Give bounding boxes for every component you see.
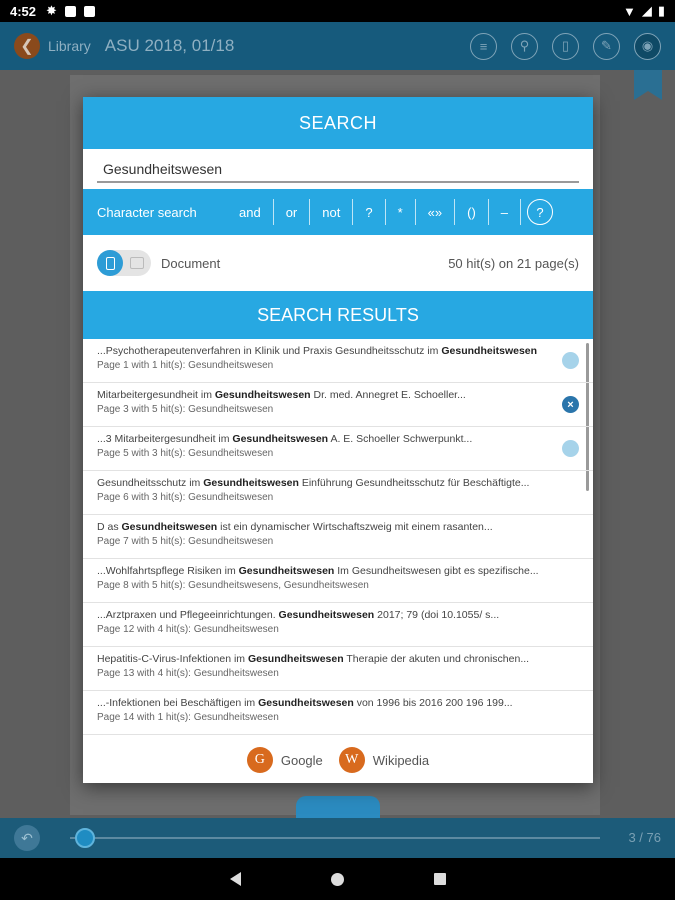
chevron-left-icon: ❮ bbox=[20, 38, 34, 55]
search-result-row[interactable] bbox=[83, 515, 593, 559]
search-result-row[interactable] bbox=[83, 471, 593, 515]
notification-icon bbox=[65, 6, 76, 17]
result-highlight: Gesundheitswesen bbox=[258, 697, 354, 709]
operator-wildcard[interactable]: * bbox=[386, 199, 416, 225]
battery-icon: ▮ bbox=[657, 3, 665, 18]
status-bar bbox=[0, 0, 675, 22]
result-highlight: Gesundheitswesen bbox=[214, 389, 311, 401]
result-page-info: Page 7 with 5 hit(s): Gesundheitswesen bbox=[97, 536, 274, 547]
library-link[interactable]: Library bbox=[48, 38, 91, 54]
settings-icon: ✸ bbox=[46, 3, 57, 18]
app-bar bbox=[0, 22, 675, 70]
search-dialog-title: SEARCH bbox=[83, 97, 593, 149]
page-icon: ▯ bbox=[561, 38, 570, 53]
wikipedia-logo-icon: W bbox=[339, 747, 365, 773]
search-result-row[interactable] bbox=[83, 603, 593, 647]
page-slider-bar bbox=[0, 818, 675, 858]
result-page-info: Page 14 with 1 hit(s): Gesundheitswesen bbox=[97, 712, 279, 723]
menu-button[interactable] bbox=[470, 33, 497, 60]
operator-question[interactable]: ? bbox=[353, 199, 385, 225]
result-page-info: Page 8 with 5 hit(s): Gesundheitswesens, Gesundheitswesen bbox=[97, 580, 369, 591]
eye-icon: ◉ bbox=[641, 38, 654, 53]
operator-not[interactable]: not bbox=[310, 199, 353, 225]
annotate-button[interactable] bbox=[593, 33, 620, 60]
character-search-label: Character search bbox=[97, 204, 197, 220]
operator-parentheses[interactable]: () bbox=[455, 199, 489, 225]
result-highlight: Gesundheitswesen bbox=[232, 433, 329, 445]
wifi-icon: ▼ bbox=[622, 3, 636, 19]
close-icon[interactable]: × bbox=[562, 396, 579, 413]
operator-dash[interactable]: – bbox=[489, 199, 521, 225]
signal-icon: ◢ bbox=[641, 3, 652, 18]
result-page-info: Page 1 with 1 hit(s): Gesundheitswesen bbox=[97, 360, 274, 371]
external-search-links bbox=[83, 737, 593, 783]
search-result-row[interactable] bbox=[83, 427, 593, 471]
result-snippet: ...Arztpraxen und Pflegeeinrichtungen. Gesundheitswesen 2017; 79 (doi 10.1055/ s... bbox=[97, 609, 500, 621]
search-button[interactable] bbox=[511, 33, 538, 60]
search-scope-row bbox=[83, 235, 593, 291]
google-logo-icon: G bbox=[247, 747, 273, 773]
result-marker-icon[interactable] bbox=[562, 440, 579, 457]
nav-home-icon[interactable] bbox=[331, 873, 344, 886]
character-search-bar bbox=[83, 189, 593, 235]
search-result-row[interactable] bbox=[83, 559, 593, 603]
help-button[interactable]: ? bbox=[527, 199, 553, 225]
search-results-list bbox=[83, 339, 593, 737]
result-marker-icon[interactable] bbox=[562, 352, 579, 369]
result-highlight: Gesundheitswesen bbox=[278, 609, 375, 621]
google-link[interactable] bbox=[247, 747, 323, 773]
result-highlight: Gesundheitswesen bbox=[121, 521, 218, 533]
result-highlight: Gesundheitswesen bbox=[247, 653, 344, 665]
result-highlight: Gesundheitswesen bbox=[238, 565, 335, 577]
menu-icon: ≡ bbox=[479, 38, 488, 54]
google-link-label: Google bbox=[280, 752, 323, 768]
search-result-row[interactable] bbox=[83, 691, 593, 735]
result-highlight: Gesundheitswesen bbox=[203, 477, 299, 489]
result-page-info: Page 3 with 5 hit(s): Gesundheitswesen bbox=[97, 404, 274, 415]
undo-icon: ↶ bbox=[21, 829, 33, 846]
search-input[interactable] bbox=[97, 161, 579, 183]
operator-or[interactable]: or bbox=[274, 199, 311, 225]
result-page-info: Page 5 with 3 hit(s): Gesundheitswesen bbox=[97, 448, 274, 459]
wikipedia-link[interactable] bbox=[339, 747, 429, 773]
result-highlight: Gesundheitswesen bbox=[441, 345, 538, 357]
result-snippet: Hepatitis-C-Virus-Infektionen im Gesundheitswesen Therapie der akuten und chronischen... bbox=[97, 653, 530, 665]
result-snippet: ...Psychotherapeutenverfahren in Klinik und Praxis Gesundheitsschutz im Gesundheitswesen bbox=[97, 345, 538, 357]
scope-toggle[interactable] bbox=[97, 250, 151, 276]
result-snippet: ...3 Mitarbeitergesundheit im Gesundheitswesen A. E. Schoeller Schwerpunkt... bbox=[97, 433, 473, 445]
search-result-row[interactable] bbox=[83, 339, 593, 383]
page-button[interactable] bbox=[552, 33, 579, 60]
document-title: ASU 2018, 01/18 bbox=[104, 36, 235, 55]
search-icon: ⚲ bbox=[519, 38, 530, 53]
result-snippet: ...-Infektionen bei Beschäftigen im Gesundheitswesen von 1996 bis 2016 200 196 199... bbox=[97, 697, 513, 709]
library-scope-icon bbox=[130, 257, 144, 269]
result-snippet: Gesundheitsschutz im Gesundheitswesen Einführung Gesundheitsschutz für Beschäftigte... bbox=[97, 477, 530, 489]
navigation-bar bbox=[0, 858, 675, 900]
result-snippet: ...Wohlfahrtspflege Risiken im Gesundheitswesen Im Gesundheitswesen gibt es spezifische... bbox=[97, 565, 539, 577]
wikipedia-link-label: Wikipedia bbox=[372, 752, 430, 768]
result-snippet: D as Gesundheitswesen ist ein dynamischer Wirtschaftszweig mit einem rasanten... bbox=[97, 521, 493, 533]
page-slider-handle[interactable] bbox=[75, 828, 95, 848]
sd-card-icon bbox=[84, 6, 95, 17]
result-page-info: Page 13 with 4 hit(s): Gesundheitswesen bbox=[97, 668, 279, 679]
result-page-info: Page 6 with 3 hit(s): Gesundheitswesen bbox=[97, 492, 274, 503]
search-result-row[interactable] bbox=[83, 383, 593, 427]
result-snippet: Mitarbeitergesundheit im Gesundheitswesen Dr. med. Annegret E. Schoeller... bbox=[97, 389, 466, 401]
bottom-panel-handle[interactable] bbox=[296, 796, 380, 818]
operator-quotes[interactable]: «» bbox=[416, 199, 455, 225]
back-button[interactable] bbox=[14, 33, 40, 59]
hits-summary: 50 hit(s) on 21 page(s) bbox=[448, 255, 579, 271]
view-button[interactable] bbox=[634, 33, 661, 60]
page-slider-track[interactable] bbox=[70, 837, 600, 839]
document-scope-icon bbox=[97, 250, 123, 276]
nav-back-icon[interactable] bbox=[230, 872, 241, 886]
scope-label: Document bbox=[161, 255, 221, 271]
operator-and[interactable]: and bbox=[227, 199, 274, 225]
search-dialog bbox=[83, 97, 593, 783]
pencil-icon: ✎ bbox=[601, 38, 612, 53]
page-indicator: 3 / 76 bbox=[628, 830, 661, 845]
status-time: 4:52 bbox=[10, 3, 37, 19]
nav-recents-icon[interactable] bbox=[434, 873, 446, 885]
result-page-info: Page 12 with 4 hit(s): Gesundheitswesen bbox=[97, 624, 279, 635]
undo-button[interactable] bbox=[14, 825, 40, 851]
search-result-row[interactable] bbox=[83, 647, 593, 691]
search-results-title: SEARCH RESULTS bbox=[83, 291, 593, 339]
